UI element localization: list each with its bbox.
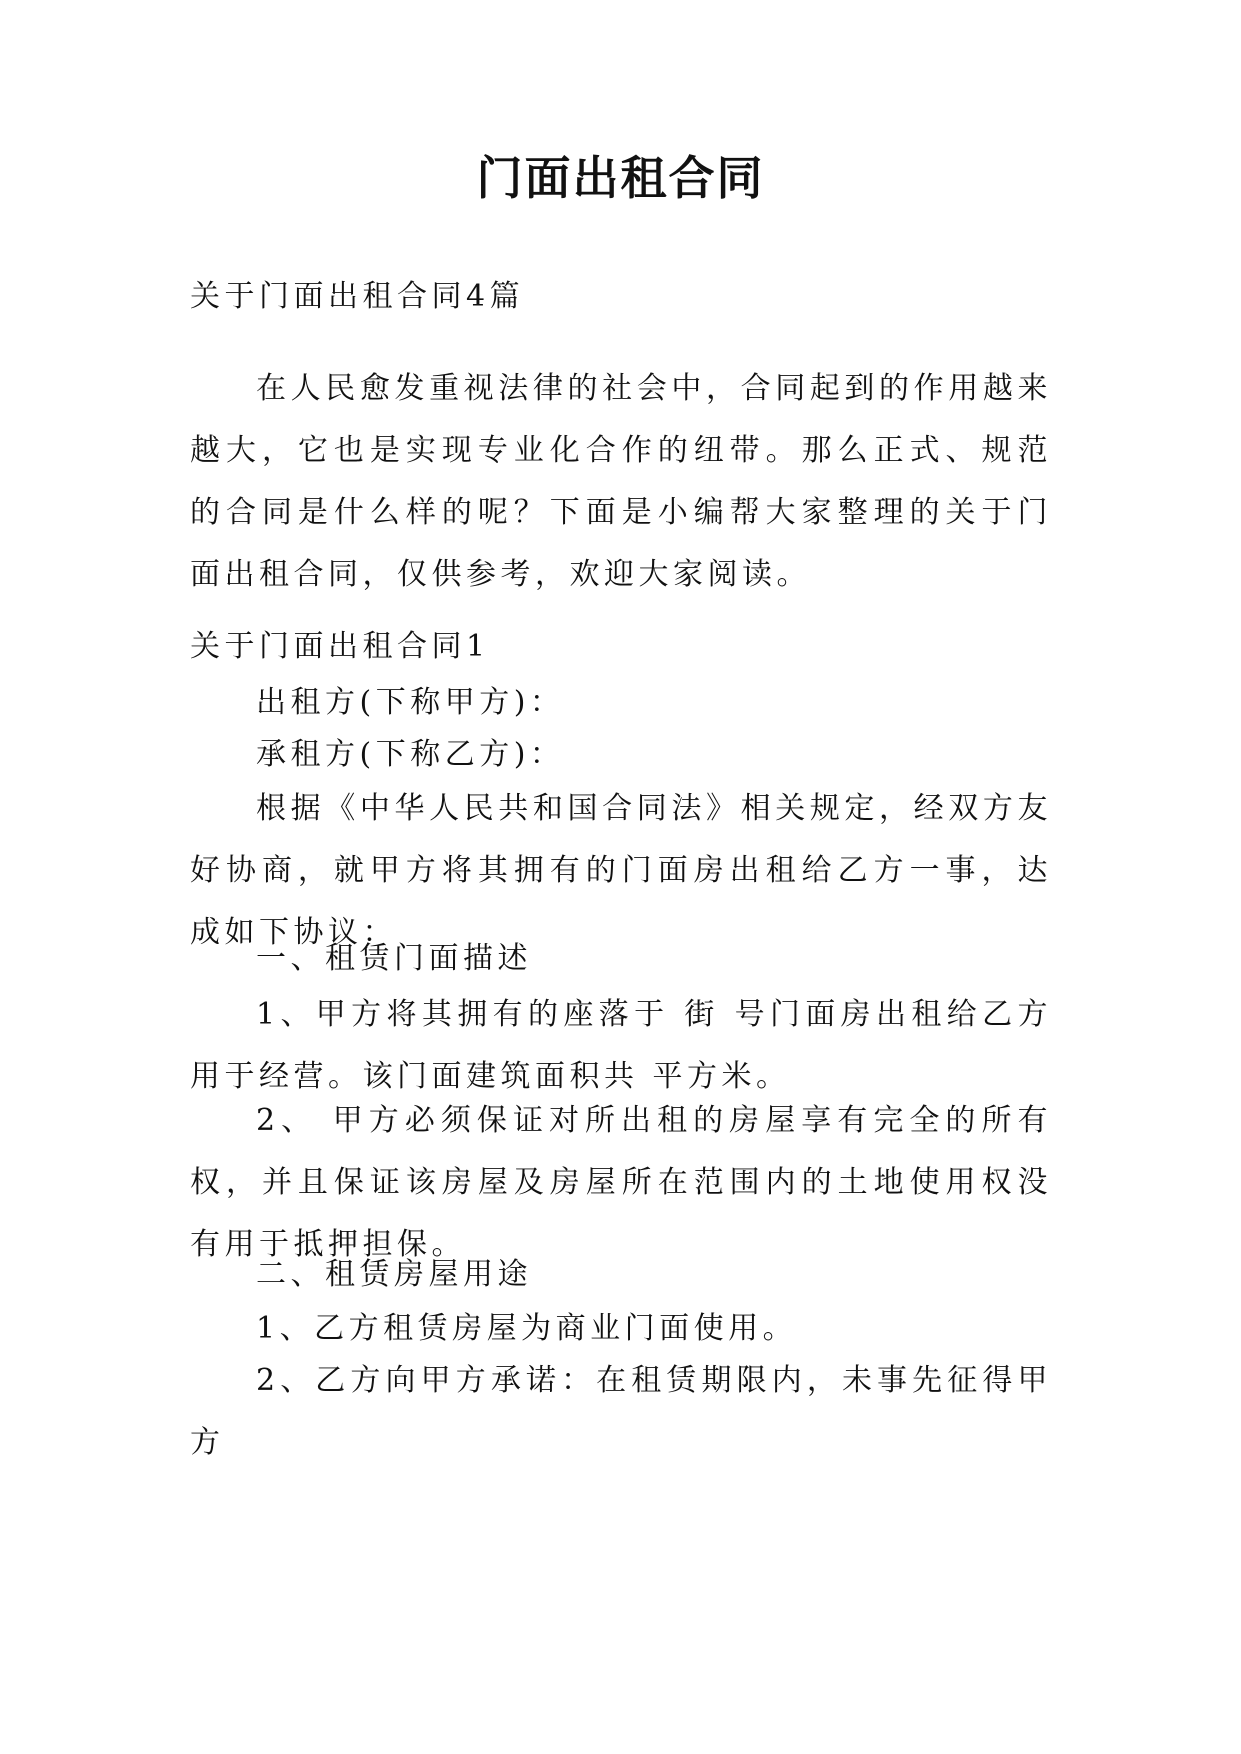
clause2-item1: 1、乙方租赁房屋为商业门面使用。 — [256, 1311, 798, 1346]
section-heading: 关于门面出租合同1 — [190, 629, 490, 664]
clause1-heading: 一、租赁门面描述 — [256, 941, 532, 976]
lessor-line: 出租方(下称甲方)： — [256, 685, 565, 720]
clause2-heading: 二、租赁房屋用途 — [256, 1257, 532, 1292]
preamble-paragraph: 根据《中华人民共和国合同法》相关规定，经双方友好协商，就甲方将其拥有的门面房出租给乙方一事，达成如下协议： — [190, 791, 1052, 950]
clause1-item1: 1、甲方将其拥有的座落于 街 号门面房出租给乙方用于经营。该门面建筑面积共 平方米。 — [190, 997, 1052, 1094]
clause2-item2: 2、乙方向甲方承诺：在租赁期限内，未事先征得甲方 — [190, 1363, 1052, 1460]
lessee-line: 承租方(下称乙方)： — [256, 737, 565, 772]
intro-paragraph: 在人民愈发重视法律的社会中，合同起到的作用越来越大，它也是实现专业化合作的纽带。那么正式、规范的合同是什么样的呢？下面是小编帮大家整理的关于门面出租合同，仅供参考，欢迎大家阅读。 — [190, 371, 1052, 592]
document-subtitle: 关于门面出租合同4篇 — [190, 279, 525, 314]
document-title: 门面出租合同 — [476, 151, 765, 205]
clause1-item2: 2、 甲方必须保证对所出租的房屋享有完全的所有权，并且保证该房屋及房屋所在范围内的土地使用权没有用于抵押担保。 — [190, 1103, 1052, 1262]
